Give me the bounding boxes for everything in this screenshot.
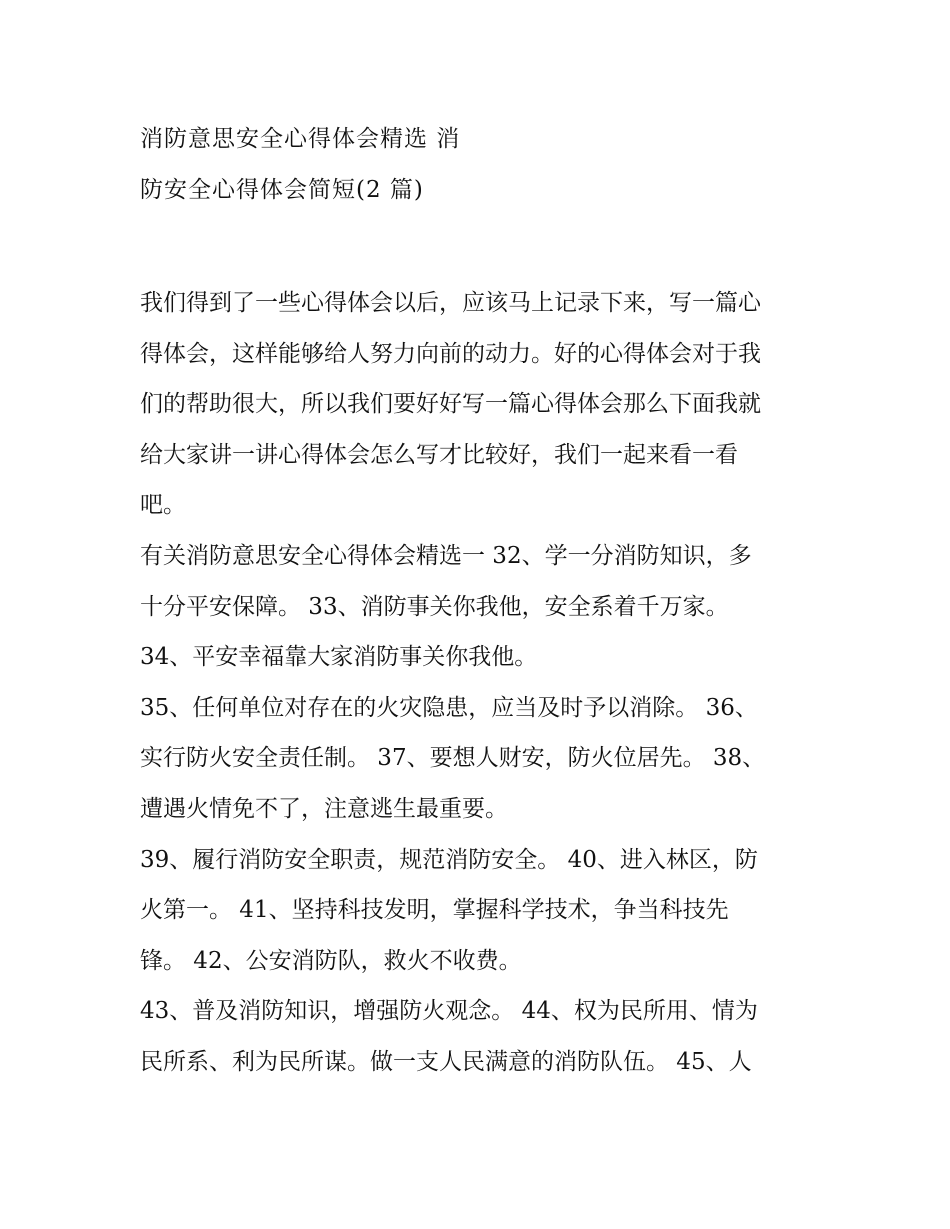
title-line: 消防意思安全心得体会精选 消	[140, 126, 461, 152]
body-line: 十分平安保障。 33、消防事关你我他，安全系着千万家。	[140, 593, 729, 620]
body-line: 锋。 42、公安消防队，救火不收费。	[140, 947, 522, 974]
body-line: 34、平安幸福靠大家消防事关你我他。	[140, 644, 538, 671]
document-title	[140, 114, 830, 215]
body-line: 得体会，这样能够给人努力向前的动力。好的心得体会对于我	[140, 340, 761, 367]
document-body	[140, 278, 830, 1088]
body-line: 有关消防意思安全心得体会精选一 32、学一分消防知识，多	[140, 542, 752, 569]
body-line: 民所系、利为民所谋。做一支人民满意的消防队伍。 45、人	[140, 1048, 752, 1075]
body-line: 我们得到了一些心得体会以后，应该马上记录下来，写一篇心	[140, 290, 761, 316]
body-line: 35、任何单位对存在的火灾隐患，应当及时予以消除。 36、	[140, 694, 758, 721]
body-line: 火第一。 41、坚持科技发明，掌握科学技术，争当科技先	[140, 897, 729, 924]
body-line: 实行防火安全责任制。 37、要想人财安，防火位居先。 38、	[140, 745, 766, 772]
title-line: 防安全心得体会简短(2 篇)	[140, 176, 424, 203]
body-line: 给大家讲一讲心得体会怎么写才比较好，我们一起来看一看	[140, 441, 738, 468]
body-line: 吧。	[140, 492, 186, 519]
body-line: 39、履行消防安全职责，规范消防安全。 40、进入林区，防	[140, 846, 758, 873]
body-line: 们的帮助很大，所以我们要好好写一篇心得体会那么下面我就	[140, 391, 761, 418]
body-line: 遭遇火情免不了，注意逃生最重要。	[140, 795, 508, 822]
body-line: 43、普及消防知识，增强防火观念。 44、权为民所用、情为	[140, 998, 758, 1025]
